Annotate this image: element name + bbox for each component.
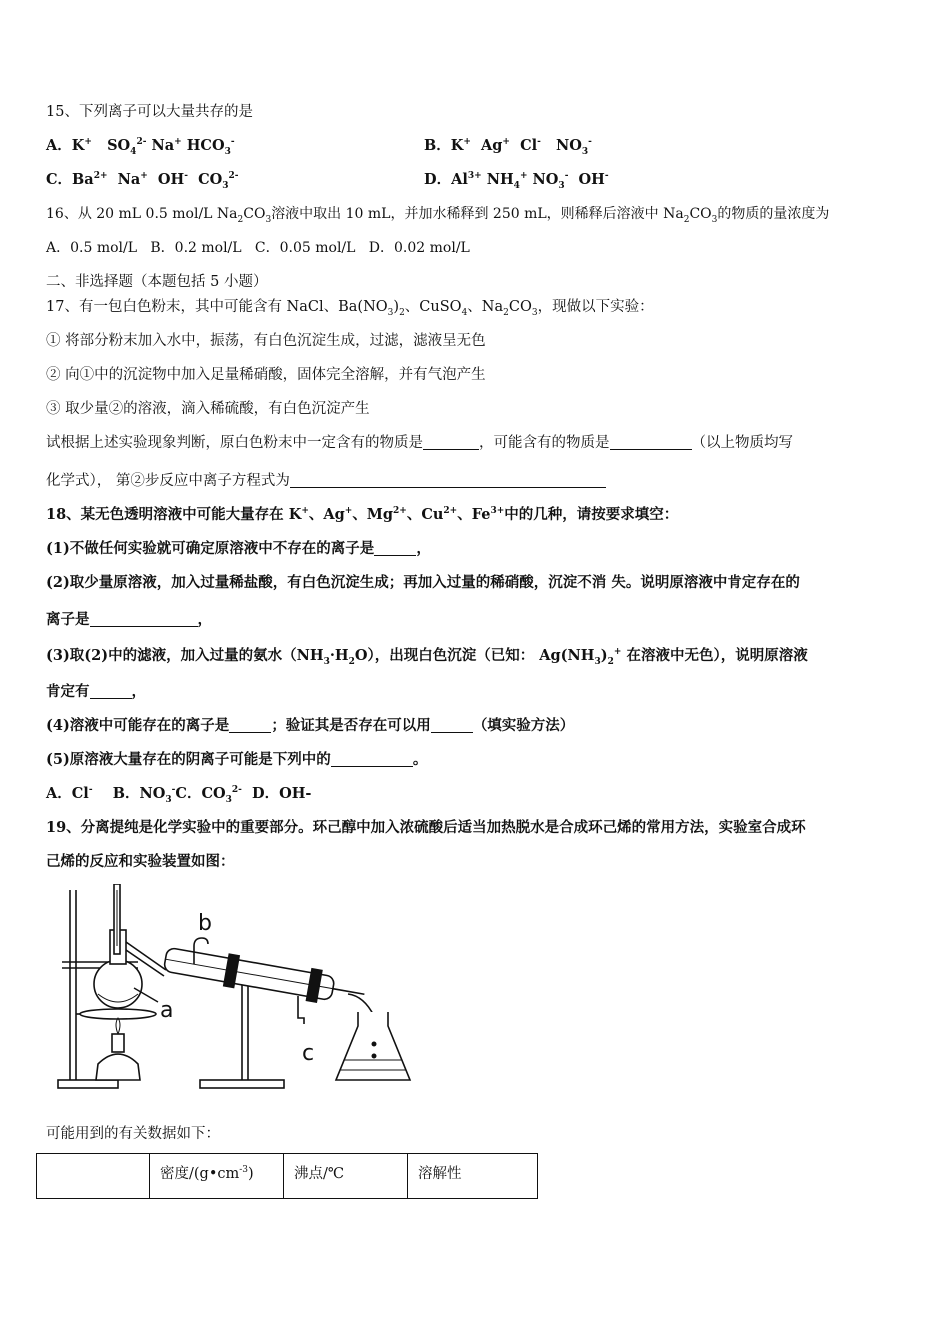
q17-ask-line2: 化学式）， 第②步反应中离子方程式为 [46, 471, 606, 491]
table-header-solubility: 溶解性 [408, 1154, 538, 1199]
q17-ask-line1: 试根据上述实验现象判断，原白色粉末中一定含有的物质是 ，可能含有的物质是 （以上物质均写 [46, 435, 793, 451]
q17-stem: 17、有一包白色粉末，其中可能含有 NaCl、$Ba(NO_3)_2$、CuSO$_4$、$Na_2CO_3$，现做以下实验： [46, 299, 654, 318]
flame [116, 1018, 120, 1034]
data-table [36, 1153, 538, 1199]
q18-stem: 18、某无色透明溶液中可能大量存在 K+、Ag+、$Mg^{2+}$、$Cu^{2+}$、$Fe^{3+}$中的几种，请按要求填空： [46, 506, 679, 523]
answer-blank[interactable] [90, 684, 132, 699]
data-intro: 可能用到的有关数据如下： [46, 1126, 220, 1142]
answer-blank[interactable] [229, 718, 271, 733]
table-header-density: 密度$/(g•cm^{-3})$ [150, 1154, 284, 1199]
distillation-apparatus-figure [48, 884, 418, 1104]
q19-stem-line2: 己烯的反应和实验装置如图： [46, 853, 235, 870]
label-b: b [198, 911, 212, 936]
q18-part5: (5)原溶液大量存在的阴离子可能是下列中的 。 [46, 751, 428, 768]
round-bottom-flask [94, 960, 142, 1008]
q19-stem-line1: 19、分离提纯是化学实验中的重要部分。环己醇中加入浓硫酸后适当加热脱水是合成环己烯的常用方法，实验室合成环 [46, 819, 806, 836]
droplet [372, 1042, 377, 1047]
q18-options: A．Cl- B．$NO_3^-C$．$CO_3^{2-}$ D．OH- [46, 785, 312, 805]
q16-stem: 16、从 20 mL 0.5 mol/L $Na_2CO_3$溶液中取出 10 mL，并加水稀释到 250 mL，则稀释后溶液中 $Na_2CO_3$的物质的量浓度为 [46, 206, 830, 225]
answer-blank[interactable] [290, 473, 606, 488]
q15-option-a: A．K+ $SO_4^{2-}$ Na+ $HCO_3^-$ [46, 137, 235, 157]
q18-part2-line1: (2)取少量原溶液，加入过量稀盐酸，有白色沉淀生成；再加入过量的稀硝酸，沉淀不消 失。说明原溶液中肯定存在的 [46, 574, 800, 591]
answer-blank[interactable] [374, 541, 416, 556]
label-c: c [302, 1041, 315, 1066]
q15-options-ab [46, 136, 746, 156]
answer-blank[interactable] [90, 612, 198, 627]
q16-options: A．0.5 mol/L B．0.2 mol/L C．0.05 mol/L D．0.02 mol/L [46, 240, 470, 256]
q18-part3-line2: 肯定有 ， [46, 683, 146, 700]
table-header-blank [37, 1154, 150, 1199]
water-inlet-c [298, 996, 304, 1024]
stand-base-left [58, 1080, 118, 1088]
q18-part4: (4)溶液中可能存在的离子是 ；验证其是否存在可以用 （填实验方法） [46, 717, 575, 734]
table-row [37, 1154, 538, 1199]
q17-step2: ② 向①中的沉淀物中加入足量稀硝酸，固体完全溶解，并有气泡产生 [46, 367, 486, 383]
answer-blank[interactable] [610, 435, 692, 450]
answer-blank[interactable] [431, 718, 473, 733]
section-heading: 二、非选择题（本题包括 5 小题） [46, 274, 268, 290]
q15-stem: 15、下列离子可以大量共存的是 [46, 104, 253, 120]
q15-option-b: B．K+ Ag+ Cl- $NO_3^-$ [424, 137, 592, 157]
alcohol-lamp [96, 1054, 140, 1080]
stand-base-right [200, 1080, 284, 1088]
q17-step1: ① 将部分粉末加入水中，振荡，有白色沉淀生成，过滤，滤液呈无色 [46, 333, 486, 349]
q18-part3-line1: (3)取(2)中的滤液，加入过量的氨水$(NH_3\cdot H_2O)$，出现白色沉淀（已知： $Ag(NH_3)_2^+$ 在溶液中无色），说明原溶液 [46, 647, 808, 667]
q15-options-cd [46, 170, 746, 190]
answer-blank[interactable] [423, 435, 479, 450]
answer-blank[interactable] [331, 752, 413, 767]
table-header-boiling-point: 沸点/℃ [284, 1154, 408, 1199]
q17-step3: ③ 取少量②的溶液，滴入稀硫酸，有白色沉淀产生 [46, 401, 370, 417]
droplet [372, 1054, 377, 1059]
q18-part2-line2: 离子是 ， [46, 611, 212, 628]
q15-option-c: C．$Ba^{2+}$ Na+ OH- $CO_3^{2-}$ [46, 171, 239, 191]
q18-part1: (1)不做任何实验就可确定原溶液中不存在的离子是 ， [46, 540, 431, 557]
q15-option-d: D．$Al^{3+}$ $NH_4^+$ $NO_3^-$ OH- [424, 171, 609, 191]
label-a: a [160, 998, 174, 1023]
